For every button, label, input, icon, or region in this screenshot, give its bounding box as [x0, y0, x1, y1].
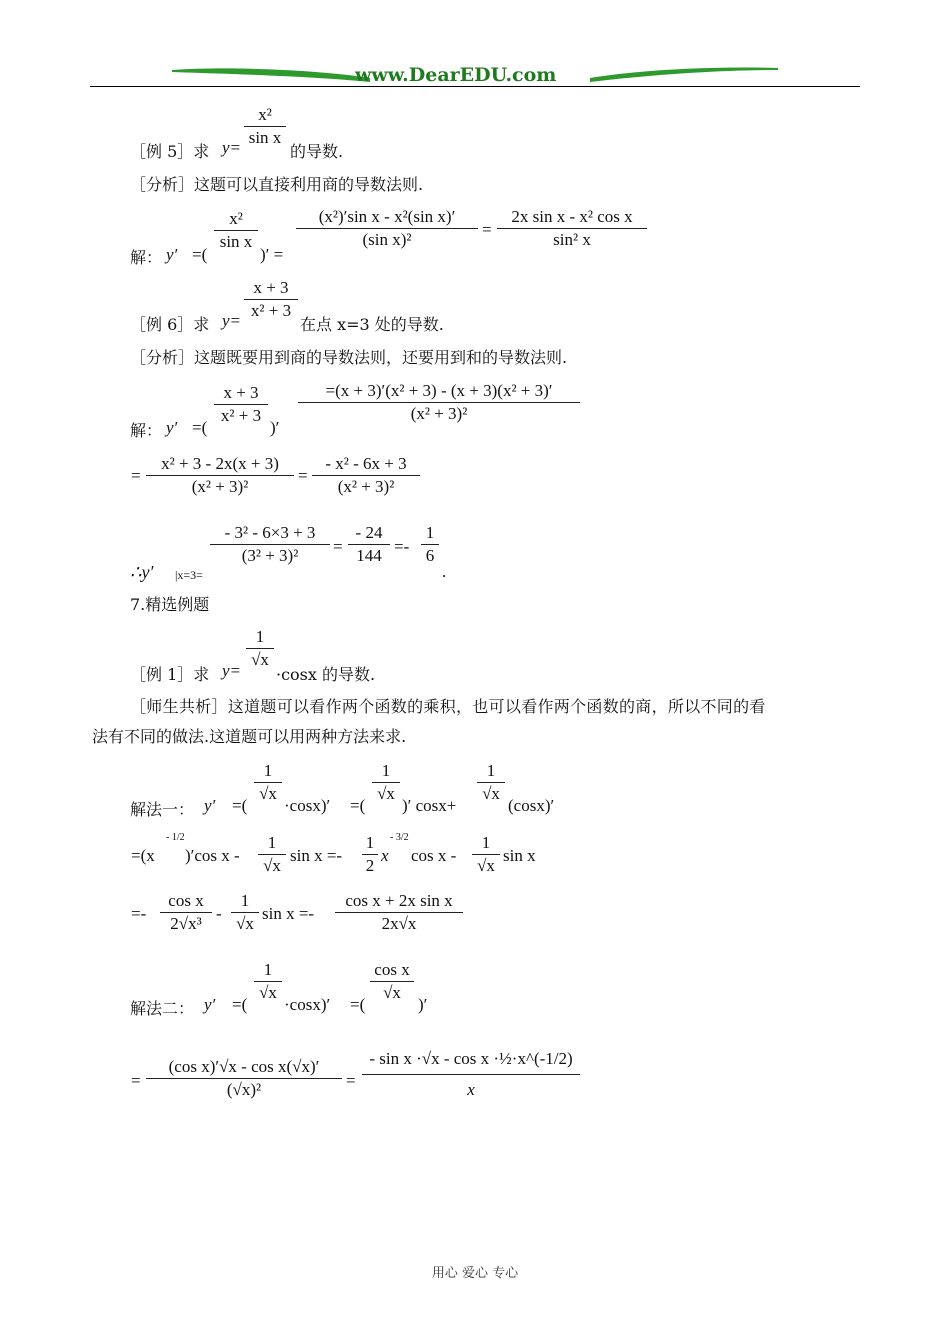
ex6-line3-frac-3-den: 6 [425, 546, 435, 565]
ex5-solution-label: 解： [130, 248, 163, 267]
ex6-sol-close: )′ [270, 418, 280, 437]
section7-title: 7.精选例题 [130, 595, 210, 614]
ex6-q-den: x² + 3 [250, 301, 292, 320]
ex6-line2-eq2: = [298, 466, 308, 485]
m1-c: =( [350, 796, 366, 815]
m2-y: y′ [204, 995, 216, 1014]
m1-y: y′ [204, 796, 216, 815]
m1-l2-frac-1 [258, 832, 286, 877]
ex6-sol-y: y′ [166, 418, 178, 437]
m2-frac-1-num: 1 [254, 959, 282, 982]
m2-a: =( [232, 995, 248, 1014]
ex5-sol-y: y′ [166, 245, 178, 264]
footer-slogan: 用心 爱心 专心 [431, 1266, 519, 1281]
ex6-sol-eq: =( [192, 418, 208, 437]
m1-l2-b: )′cos x - [185, 846, 240, 865]
m1-l3-frac-3-num: cos x + 2x sin x [335, 890, 463, 913]
m1-l2-exp: - 1/2 [166, 832, 185, 843]
m1-l3-b: - [216, 904, 222, 923]
ex6-line3-frac-1-den: (3² + 3)² [241, 546, 299, 565]
ex5-question-suffix: 的导数. [290, 142, 344, 161]
m1-frac-3 [477, 760, 505, 805]
m2-l2-b: = [346, 1071, 356, 1090]
ex6-line2-frac-2-num: - x² - 6x + 3 [312, 453, 420, 476]
m1-frac-3-den: √x [482, 784, 500, 803]
m1-a: =( [232, 796, 248, 815]
m1-frac-1-den: √x [259, 784, 277, 803]
ex5-sol-eq2: = [482, 220, 492, 239]
m1-e: (cosx)′ [508, 796, 555, 815]
ex6-q-num: x + 3 [244, 277, 298, 300]
m1-l3-c: sin x =- [262, 904, 315, 923]
ex6-line3-frac-3 [421, 522, 439, 567]
m2-frac-1 [254, 959, 282, 1004]
m1-l2-f: sin x [503, 846, 536, 865]
ex5-sol-frac-1-den: (sin x)² [362, 230, 412, 249]
m1-frac-2-den: √x [377, 784, 395, 803]
ex6-sol-frac-0-den: x² + 3 [220, 406, 262, 425]
ex5-sol-frac-0-num: x² [214, 208, 258, 231]
m2-l2-frac-1-den: (√x)² [226, 1080, 262, 1099]
m1-l3-a: =- [131, 904, 147, 923]
m1-d: )′ cosx+ [402, 796, 457, 815]
m2-l2-frac-2-num: - sin x ·√x - cos x ·½·x^(-1/2) [362, 1044, 580, 1075]
ex6-line3-frac-3-num: 1 [421, 522, 439, 545]
ex6-sol-frac-0 [214, 382, 268, 427]
ex5-sol-frac-0 [214, 208, 258, 253]
ex6-solution-label: 解： [130, 421, 163, 440]
ex6-question-y: y= [222, 311, 242, 330]
m2-l2-frac-1-num: (cos x)′√x - cos x(√x)′ [146, 1056, 342, 1079]
ex6-question-prefix: ［例 6］求 [130, 315, 210, 334]
ex6-analysis: ［分析］这题既要用到商的导数法则，还要用到和的导数法则. [130, 348, 568, 367]
ex5-sol-frac-1 [296, 206, 478, 251]
header-logo-text: www.DearEDU.com [355, 64, 557, 86]
m2-frac-2 [370, 959, 414, 1004]
ex5-question-fraction [244, 104, 286, 149]
m1-l2-frac-2 [362, 832, 378, 877]
m1-l2-exp2: - 3/2 [390, 832, 409, 843]
m1-l3-frac-2-den: √x [236, 914, 254, 933]
ex6-question-fraction [244, 277, 298, 322]
ex5-sol-frac-2 [497, 206, 647, 251]
m1-l3-frac-1-den: 2√x³ [170, 914, 202, 933]
m2-l2-frac-2-den: x [467, 1080, 475, 1099]
m1-frac-1-num: 1 [254, 760, 282, 783]
sec7-ex1-num: 1 [246, 626, 274, 649]
ex6-line2-frac-1-den: (x² + 3)² [191, 477, 249, 496]
m1-l2-c: sin x =- [290, 846, 343, 865]
ex6-sol-frac-0-num: x + 3 [214, 382, 268, 405]
m1-l3-frac-3 [335, 890, 463, 935]
ex6-sol-frac-1-den: (x² + 3)² [410, 404, 468, 423]
m2-label: 解法二： [130, 999, 195, 1018]
m2-l2-frac-1 [146, 1056, 342, 1101]
ex6-question-suffix: 在点 x=3 处的导数. [300, 315, 444, 334]
ex6-line3-sub: |x=3= [175, 568, 203, 582]
m1-frac-2 [372, 760, 400, 805]
m1-frac-3-num: 1 [477, 760, 505, 783]
ex6-line3-eq: = [333, 537, 343, 556]
m1-l3-frac-1 [160, 890, 212, 935]
ex6-sol-frac-1-num: =(x + 3)′(x² + 3) - (x + 3)(x² + 3)′ [298, 380, 580, 403]
m1-l3-frac-2-num: 1 [231, 890, 259, 913]
header-rule [90, 86, 860, 87]
m2-frac-2-num: cos x [370, 959, 414, 982]
ex5-sol-close: )′ = [260, 245, 284, 264]
m1-l2-frac-2-num: 1 [362, 832, 378, 855]
m1-l2-frac-3-num: 1 [472, 832, 500, 855]
ex6-line2-frac-2-den: (x² + 3)² [337, 477, 395, 496]
ex5-sol-frac-2-den: sin² x [553, 230, 591, 249]
m1-l2-frac-3-den: √x [477, 856, 495, 875]
ex6-line3-frac-2 [348, 522, 390, 567]
m2-c: =( [350, 995, 366, 1014]
m2-frac-2-den: √x [383, 983, 401, 1002]
ex6-line3-frac-2-den: 144 [356, 546, 382, 565]
ex6-line3-frac-1-num: - 3² - 6×3 + 3 [210, 522, 330, 545]
m2-d: )′ [418, 995, 428, 1014]
m1-l2-frac-1-den: √x [263, 856, 281, 875]
sec7-ex1-suffix: ·cosx 的导数. [276, 665, 376, 684]
ex6-line3-eq2: =- [394, 537, 410, 556]
ex5-question-y: y= [222, 138, 242, 157]
m1-l2-d: x [381, 846, 389, 865]
m1-b: ·cosx)′ [284, 796, 331, 815]
m1-l2-frac-3 [472, 832, 500, 877]
sec7-ex1-fraction [246, 626, 274, 671]
m2-l2-a: = [131, 1071, 141, 1090]
m1-l2-e: cos x - [411, 846, 457, 865]
m1-frac-2-num: 1 [372, 760, 400, 783]
m1-l3-frac-3-den: 2x√x [381, 914, 417, 933]
ex5-sol-frac-2-num: 2x sin x - x² cos x [497, 206, 647, 229]
m2-b: ·cosx)′ [284, 995, 331, 1014]
m1-l2-a: =(x [131, 846, 155, 865]
ex6-line3-dot: . [442, 562, 447, 581]
ex6-line2-frac-1 [146, 453, 294, 498]
sec7-discussion-line1: ［师生共析］这道题可以看作两个函数的乘积，也可以看作两个函数的商，所以不同的看 [130, 697, 766, 716]
ex6-line3-frac-1 [210, 522, 330, 567]
ex6-line2-eq: = [131, 466, 141, 485]
ex5-sol-eq: =( [192, 245, 208, 264]
m1-l2-frac-1-num: 1 [258, 832, 286, 855]
m1-l2-frac-2-den: 2 [365, 856, 375, 875]
ex5-q-den: sin x [248, 128, 282, 147]
m2-frac-1-den: √x [259, 983, 277, 1002]
ex5-sol-frac-1-num: (x²)′sin x - x²(sin x)′ [296, 206, 478, 229]
m1-l3-frac-2 [231, 890, 259, 935]
m2-l2-frac-2 [362, 1044, 580, 1105]
ex5-q-num: x² [244, 104, 286, 127]
ex6-line2-frac-2 [312, 453, 420, 498]
ex6-line2-frac-1-num: x² + 3 - 2x(x + 3) [146, 453, 294, 476]
ex5-analysis: ［分析］这题可以直接利用商的导数法则. [130, 175, 424, 194]
ex5-sol-frac-0-den: sin x [219, 232, 253, 251]
m1-frac-1 [254, 760, 282, 805]
ex6-sol-frac-1 [298, 380, 580, 425]
m1-label: 解法一： [130, 800, 195, 819]
sec7-discussion-line2: 法有不同的做法.这道题可以用两种方法来求. [92, 727, 407, 746]
sec7-ex1-den: √x [251, 650, 269, 669]
sec7-ex1-y: y= [222, 661, 242, 680]
ex6-line3-frac-2-num: - 24 [348, 522, 390, 545]
sec7-ex1-prefix: ［例 1］求 [130, 665, 210, 684]
ex6-line3-therefore: ∴y′ [130, 562, 154, 582]
m1-l3-frac-1-num: cos x [160, 890, 212, 913]
ex5-question-prefix: ［例 5］求 [130, 142, 210, 161]
